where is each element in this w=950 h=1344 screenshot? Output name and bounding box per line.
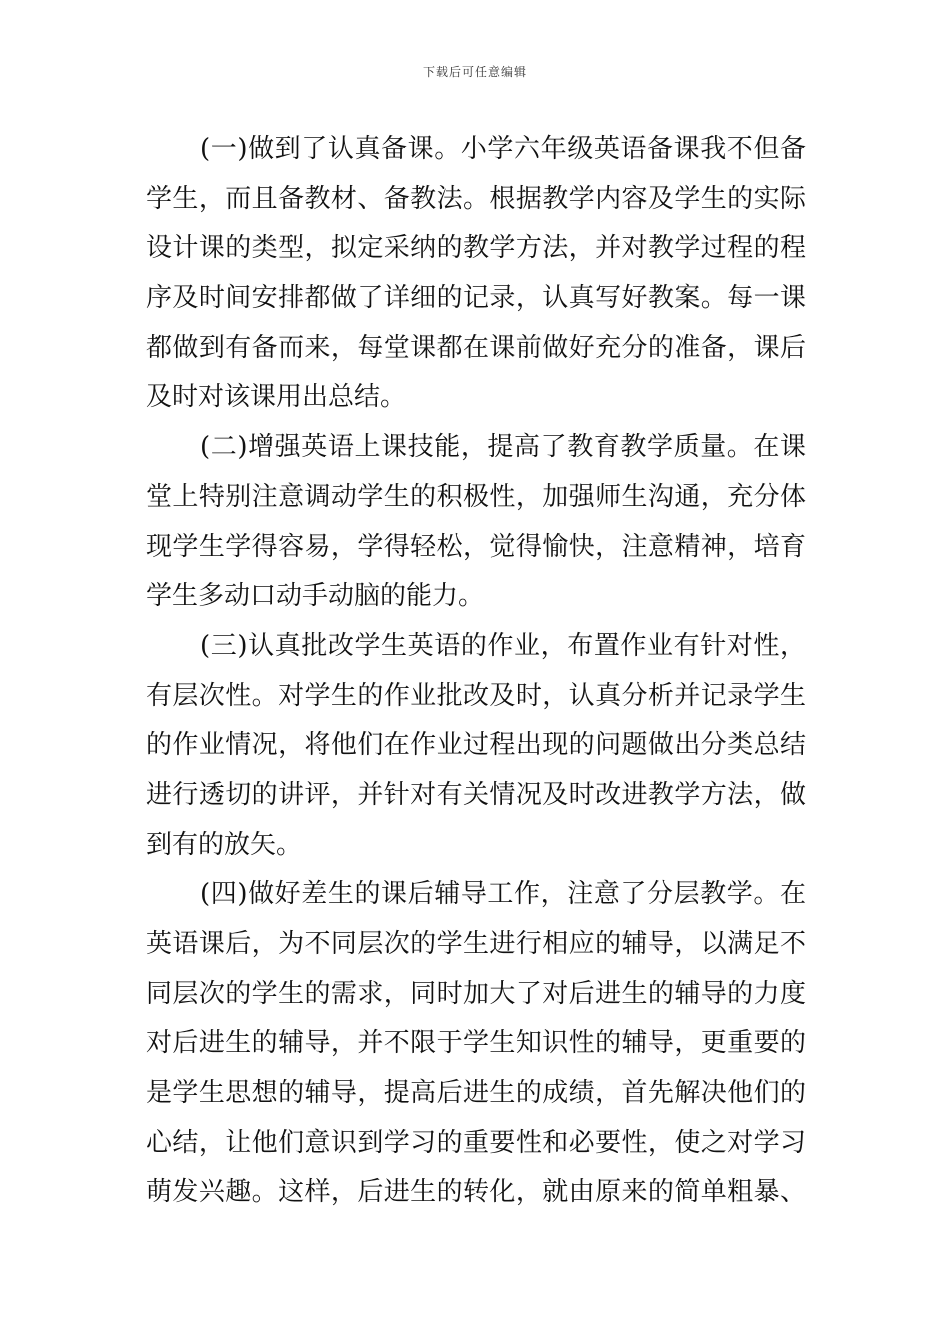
text-line: 有层次性。对学生的作业批改及时，认真分析并记录学生 <box>146 680 806 711</box>
text-line: 是学生思想的辅导，提高后进生的成绩，首先解决他们的 <box>146 1078 806 1109</box>
text-line: 对后进生的辅导，并不限于学生知识性的辅导，更重要的 <box>146 1028 806 1059</box>
text-line: (一)做到了认真备课。小学六年级英语备课我不但备 <box>200 134 806 164</box>
text-line: (三)认真批改学生英语的作业，布置作业有针对性， <box>200 630 806 661</box>
text-line: 现学生学得容易，学得轻松，觉得愉快，注意精神，培育 <box>146 531 806 562</box>
text-line: (二)增强英语上课技能，提高了教育教学质量。在课 <box>200 432 806 463</box>
text-line: 堂上特别注意调动学生的积极性，加强师生沟通，充分体 <box>146 481 806 512</box>
text-line: 都做到有备而来，每堂课都在课前做好充分的准备，课后 <box>146 332 806 363</box>
text-line: 序及时间安排都做了详细的记录，认真写好教案。每一课 <box>146 283 806 314</box>
text-line: 到有的放矢。 <box>146 829 303 860</box>
header-note: 下载后可任意编辑 <box>422 65 527 79</box>
text-line: 萌发兴趣。这样，后进生的转化，就由原来的简单粗暴、 <box>146 1177 806 1208</box>
text-line: 学生，而且备教材、备教法。根据教学内容及学生的实际 <box>146 183 806 214</box>
text-line: 心结，让他们意识到学习的重要性和必要性，使之对学习 <box>146 1127 806 1158</box>
text-line: 设计课的类型，拟定采纳的教学方法，并对教学过程的程 <box>146 233 806 264</box>
text-line: 的作业情况，将他们在作业过程出现的问题做出分类总结 <box>146 730 806 761</box>
body-text <box>146 125 806 1218</box>
text-line: (四)做好差生的课后辅导工作，注意了分层教学。在 <box>200 879 806 910</box>
text-line: 进行透切的讲评，并针对有关情况及时改进教学方法，做 <box>146 779 806 810</box>
text-line: 学生多动口动手动脑的能力。 <box>146 581 485 612</box>
text-line: 同层次的学生的需求，同时加大了对后进生的辅导的力度 <box>146 978 806 1009</box>
text-line: 英语课后，为不同层次的学生进行相应的辅导，以满足不 <box>146 929 806 959</box>
text-line: 及时对该课用出总结。 <box>146 382 407 413</box>
